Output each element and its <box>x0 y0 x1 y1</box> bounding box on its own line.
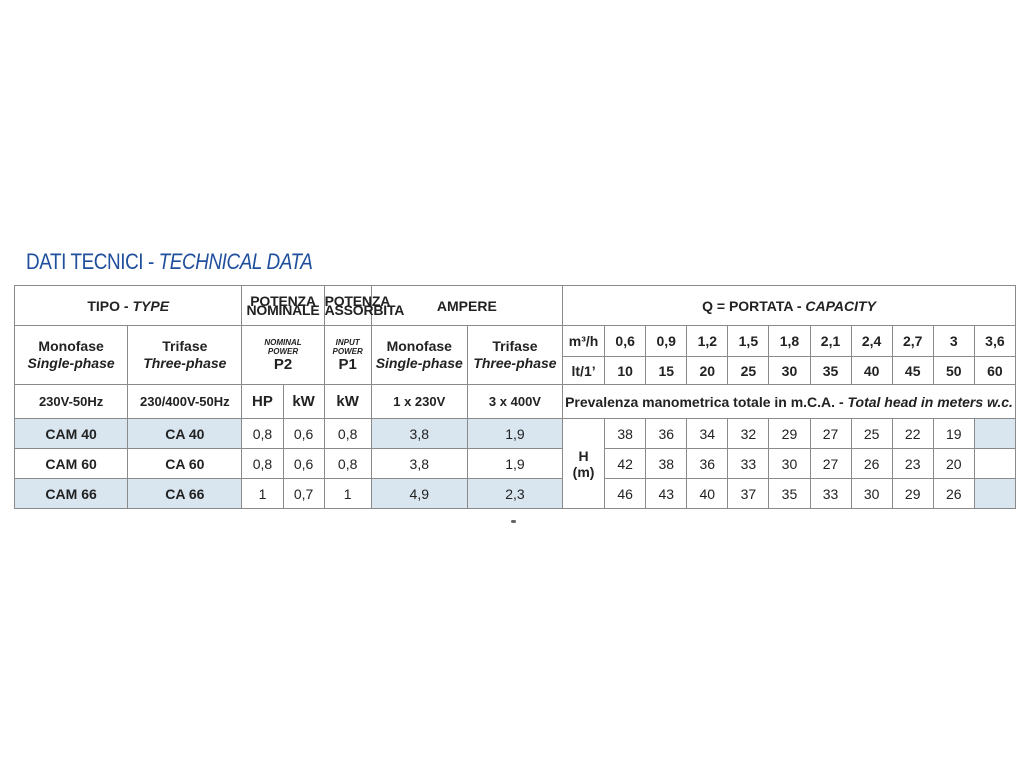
head-label: H (m) <box>563 419 605 509</box>
head-value <box>974 479 1015 509</box>
head-value: 30 <box>769 449 810 479</box>
hp-header: HP <box>242 385 283 419</box>
amp-trifase-header: Trifase Three-phase <box>467 326 562 385</box>
head-value: 35 <box>769 479 810 509</box>
kw-p1-value: 0,8 <box>324 449 371 479</box>
cap-lt-1: 15 <box>646 357 687 385</box>
potenza-assorbita-header: POTENZA ASSORBITA <box>324 286 371 326</box>
unit-m3h: m³/h <box>563 326 605 357</box>
model-tri: CA 40 <box>128 419 242 449</box>
trifase-header: Trifase Three-phase <box>128 326 242 385</box>
kw-p2-value: 0,7 <box>283 479 324 509</box>
tipo-header: TIPO - TYPE <box>15 286 242 326</box>
cap-m3h-3: 1,5 <box>728 326 769 357</box>
cap-m3h-7: 2,7 <box>892 326 933 357</box>
cap-lt-9: 60 <box>974 357 1015 385</box>
technical-data-table <box>14 285 1016 509</box>
potenza-nominale-header: POTENZA NOMINALE <box>242 286 324 326</box>
table-row <box>15 449 1016 479</box>
head-value: 27 <box>810 449 851 479</box>
cap-m3h-6: 2,4 <box>851 326 892 357</box>
table-row <box>15 479 1016 509</box>
volt-mono: 230V-50Hz <box>15 385 128 419</box>
amp-tri-value: 1,9 <box>467 419 562 449</box>
head-value: 38 <box>605 419 646 449</box>
head-value: 42 <box>605 449 646 479</box>
cap-lt-3: 25 <box>728 357 769 385</box>
head-value: 36 <box>687 449 728 479</box>
head-value: 20 <box>933 449 974 479</box>
cap-lt-4: 30 <box>769 357 810 385</box>
amp-monofase-header: Monofase Single-phase <box>371 326 467 385</box>
cap-lt-6: 40 <box>851 357 892 385</box>
head-value: 32 <box>728 419 769 449</box>
hp-value: 0,8 <box>242 449 283 479</box>
head-value <box>974 449 1015 479</box>
cap-m3h-0: 0,6 <box>605 326 646 357</box>
header-row-4 <box>15 385 1016 419</box>
amp-mono-value: 4,9 <box>371 479 467 509</box>
amp-v-tri: 3 x 400V <box>467 385 562 419</box>
cap-m3h-9: 3,6 <box>974 326 1015 357</box>
p2-header: NOMINAL POWER P2 <box>242 326 324 385</box>
head-value <box>974 419 1015 449</box>
head-value: 33 <box>728 449 769 479</box>
head-value: 33 <box>810 479 851 509</box>
volt-tri: 230/400V-50Hz <box>128 385 242 419</box>
cap-m3h-4: 1,8 <box>769 326 810 357</box>
head-value: 23 <box>892 449 933 479</box>
cap-lt-0: 10 <box>605 357 646 385</box>
head-value: 34 <box>687 419 728 449</box>
title-main: DATI TECNICI - <box>26 249 159 274</box>
model-mono: CAM 60 <box>15 449 128 479</box>
p1-header: INPUT POWER P1 <box>324 326 371 385</box>
head-value: 46 <box>605 479 646 509</box>
head-value: 29 <box>892 479 933 509</box>
amp-mono-value: 3,8 <box>371 449 467 479</box>
cap-lt-2: 20 <box>687 357 728 385</box>
cap-lt-5: 35 <box>810 357 851 385</box>
hp-value: 1 <box>242 479 283 509</box>
cap-m3h-2: 1,2 <box>687 326 728 357</box>
kw-p1-value: 1 <box>324 479 371 509</box>
kw-p1-header: kW <box>324 385 371 419</box>
head-value: 30 <box>851 479 892 509</box>
cap-lt-7: 45 <box>892 357 933 385</box>
amp-tri-value: 1,9 <box>467 449 562 479</box>
title-italic: TECHNICAL DATA <box>158 249 313 274</box>
head-value: 19 <box>933 419 974 449</box>
head-value: 40 <box>687 479 728 509</box>
monofase-header: Monofase Single-phase <box>15 326 128 385</box>
unit-lt: lt/1’ <box>563 357 605 385</box>
head-value: 26 <box>851 449 892 479</box>
cap-lt-8: 50 <box>933 357 974 385</box>
head-note: Prevalenza manometrica totale in m.C.A. - Total head in meters w.c. <box>563 385 1016 419</box>
kw-p2-value: 0,6 <box>283 419 324 449</box>
header-row-2 <box>15 326 1016 357</box>
cap-m3h-1: 0,9 <box>646 326 687 357</box>
page-title <box>26 249 312 275</box>
model-tri: CA 66 <box>128 479 242 509</box>
head-value: 29 <box>769 419 810 449</box>
head-value: 25 <box>851 419 892 449</box>
ampere-header: AMPERE <box>371 286 562 326</box>
head-value: 43 <box>646 479 687 509</box>
hp-value: 0,8 <box>242 419 283 449</box>
header-row-1 <box>15 286 1016 326</box>
amp-v-mono: 1 x 230V <box>371 385 467 419</box>
amp-mono-value: 3,8 <box>371 419 467 449</box>
model-tri: CA 60 <box>128 449 242 479</box>
stray-mark <box>511 520 516 523</box>
amp-tri-value: 2,3 <box>467 479 562 509</box>
cap-m3h-5: 2,1 <box>810 326 851 357</box>
table-row <box>15 419 1016 449</box>
kw-p1-value: 0,8 <box>324 419 371 449</box>
portata-header: Q = PORTATA - CAPACITY <box>563 286 1016 326</box>
head-value: 38 <box>646 449 687 479</box>
kw-p2-header: kW <box>283 385 324 419</box>
head-value: 22 <box>892 419 933 449</box>
head-value: 36 <box>646 419 687 449</box>
cap-m3h-8: 3 <box>933 326 974 357</box>
head-value: 26 <box>933 479 974 509</box>
head-value: 37 <box>728 479 769 509</box>
kw-p2-value: 0,6 <box>283 449 324 479</box>
model-mono: CAM 40 <box>15 419 128 449</box>
model-mono: CAM 66 <box>15 479 128 509</box>
head-value: 27 <box>810 419 851 449</box>
